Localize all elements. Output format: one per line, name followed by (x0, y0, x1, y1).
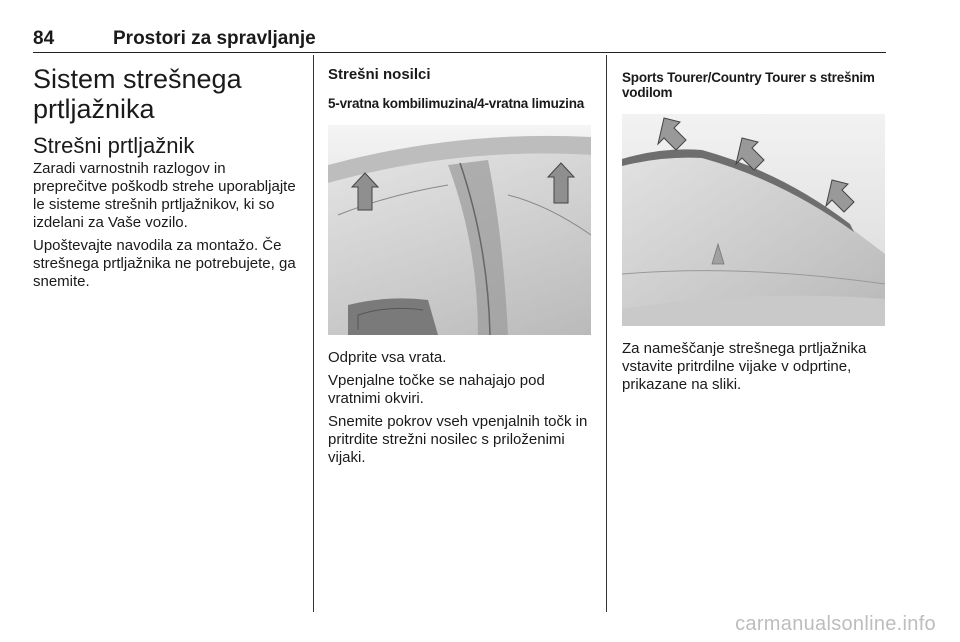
section-heading: Strešni nosilci (328, 66, 431, 83)
column-2 (328, 60, 593, 472)
roof-rail-figure-tourer (622, 114, 885, 326)
paragraph: Odprite vsa vrata. (328, 349, 447, 366)
page-number: 84 (33, 28, 55, 49)
subheading: Sports Tourer/Country Tourer s strešnim vodilom (622, 70, 875, 100)
page-header (33, 28, 886, 53)
roof-rail-figure-sedan (328, 125, 591, 335)
column-3 (622, 60, 887, 399)
paragraph: Zaradi varnostnih razlogov in preprečitve poškodb strehe uporabljajte le sisteme strešnih prtljažnikov, ki so izdelani za Vaše vozilo. (33, 160, 296, 231)
column-divider (606, 55, 607, 612)
paragraph: Snemite pokrov vseh vpenjalnih točk in pritrdite strežni nosilec s priloženimi vijaki. (328, 413, 588, 466)
paragraph: Upoštevajte navodila za montažo. Če strešnega prtljažnika ne potrebujete, ga snemite. (33, 237, 296, 290)
paragraph: Vpenjalne točke se nahajajo pod vratnimi okviri. (328, 372, 545, 407)
chapter-title: Prostori za spravljanje (113, 28, 316, 49)
column-1 (33, 60, 303, 296)
section-subtitle: Strešni prtljažnik (33, 133, 195, 158)
section-title: Sistem strešnega prtljažnika (33, 64, 242, 124)
paragraph: Za nameščanje strešnega prtljažnika vstavite pritrdilne vijake v odprtine, prikazane na sliki. (622, 340, 867, 393)
column-divider (313, 55, 314, 612)
subheading: 5-vratna kombilimuzina/4-vratna limuzina (328, 96, 585, 111)
watermark: carmanualsonline.info (735, 613, 936, 635)
